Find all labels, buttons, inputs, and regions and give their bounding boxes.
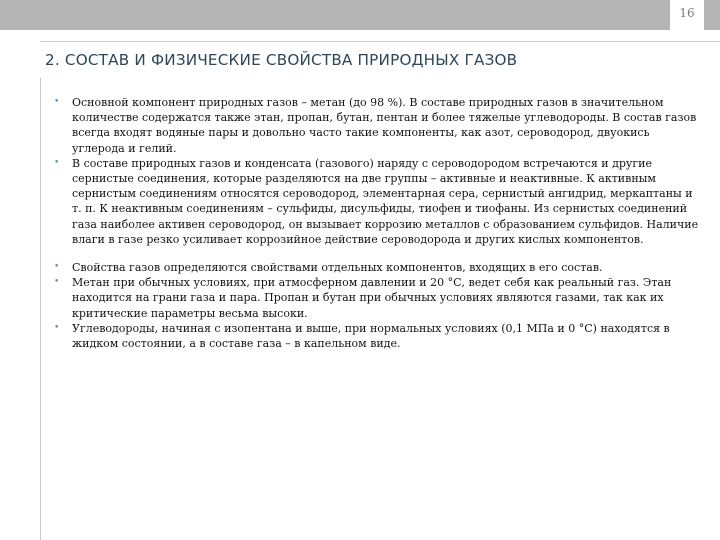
list-item-text: Углеводороды, начиная с изопентана и выше, при нормальных условиях (0,1 МПа и 0 °С) находятся в жидком состоянии, а в составе газа – в капельном виде. bbox=[72, 321, 670, 351]
bullet-list bbox=[54, 95, 704, 351]
list-item-text: Свойства газов определяются свойствами отдельных компонентов, входящих в его состав. bbox=[72, 261, 603, 275]
bullet-icon: • bbox=[54, 322, 60, 333]
bullet-icon: • bbox=[54, 157, 60, 168]
top-bar bbox=[0, 0, 720, 30]
bullet-icon: • bbox=[54, 262, 60, 273]
list-item bbox=[54, 275, 704, 321]
left-margin-line bbox=[40, 78, 41, 540]
list-item bbox=[54, 156, 704, 247]
page-number: 16 bbox=[679, 6, 695, 20]
bullet-icon: • bbox=[54, 97, 60, 107]
list-item bbox=[54, 321, 704, 351]
list-item-text: Метан при обычных условиях, при атмосферном давлении и 20 °С, ведет себя как реальный газ. Этан находится на грани газа и пара. Пропан и бутан при обычных условиях являются газами, так как их критические параметры весьма высоки. bbox=[72, 276, 672, 320]
title-rule bbox=[40, 41, 720, 42]
list-item bbox=[54, 260, 704, 275]
list-item bbox=[54, 95, 704, 156]
slide-title: 2. СОСТАВ И ФИЗИЧЕСКИЕ СВОЙСТВА ПРИРОДНЫХ ГАЗОВ bbox=[45, 51, 518, 69]
bullet-icon: • bbox=[54, 277, 60, 288]
list-item-text: Основной компонент природных газов – метан (до 98 %). В составе природных газов в значительном количестве содержатся также этан, пропан, бутан, пентан и более тяжелые углеводороды. В состав газов всегда входят водяные пары и довольно часто такие компоненты, как азот, сероводород, двуокись углерода и гелий. bbox=[72, 96, 697, 155]
list-item-text: В составе природных газов и конденсата (газового) наряду с сероводородом встречаются и другие сернистые соединения, которые разделяются на две группы – активные и неактивные. К активным сернистым соединениям относятся сероводород, элементарная сера, сернистый ангидрид, меркаптаны и т. п. К неактивным соединениям – сульфиды, дисульфиды, тиофен и тиофаны. Из сернистых соединений газа наиболее активен сероводород, он вызывает коррозию металлов с образованием сульфидов. Наличие влаги в газе резко усиливает коррозийное действие сероводорода и других кислых компонентов. bbox=[72, 156, 699, 246]
